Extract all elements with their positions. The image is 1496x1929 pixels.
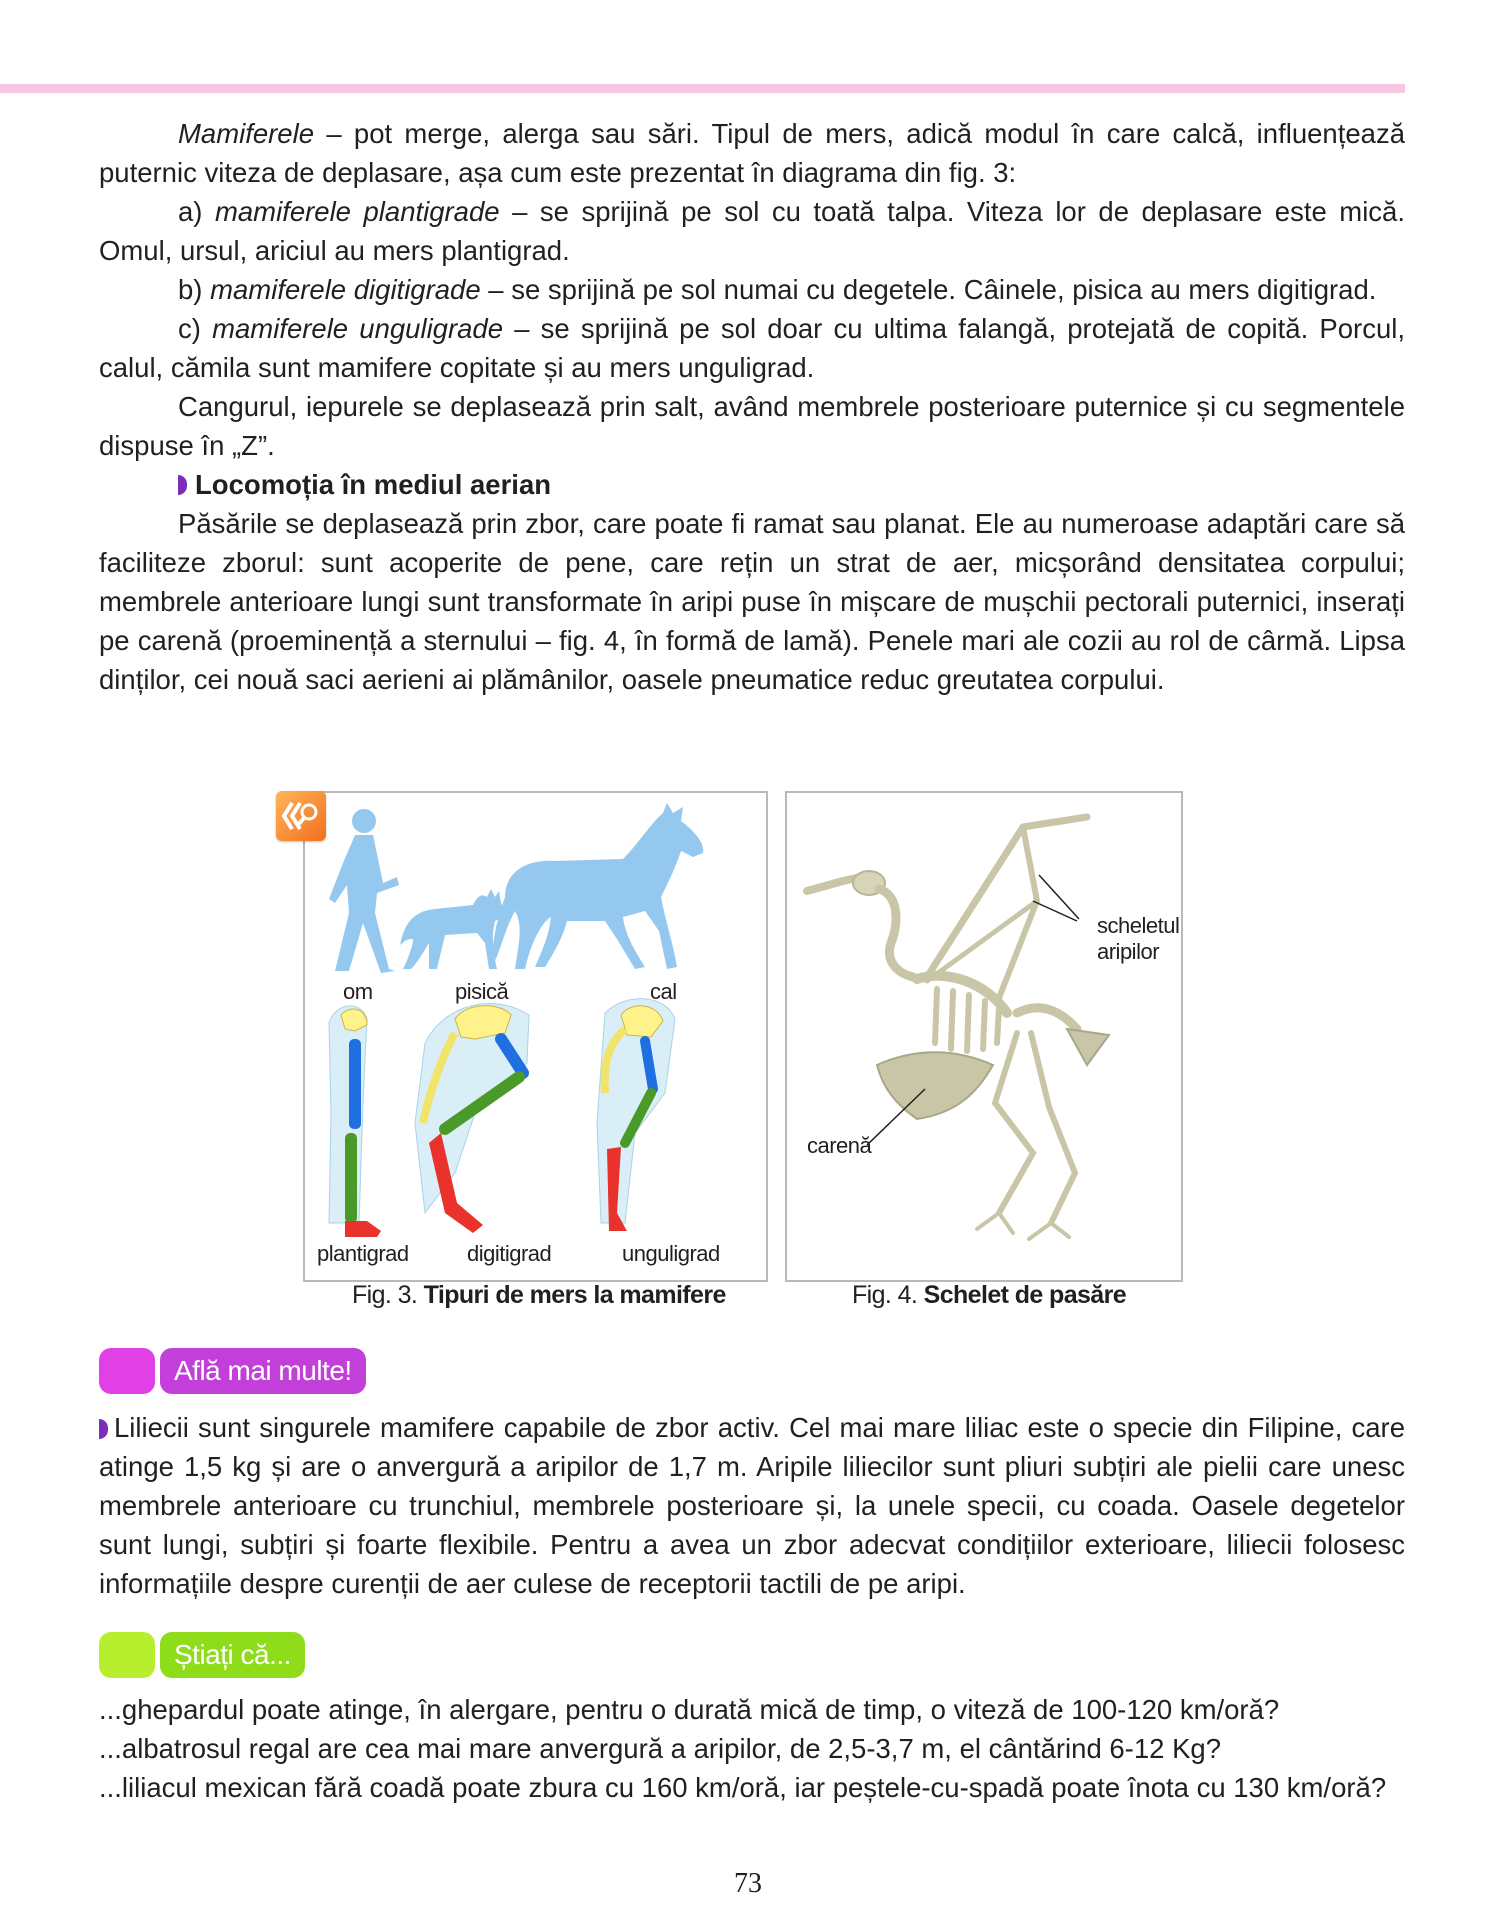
paragraph-zbor: Păsările se deplasează prin zbor, care poate fi ramat sau planat. Ele au numeroase adaptări care să faciliteze zborul: sunt acoperite de pene, care rețin un strat de aer, micșorând densitatea corpului; membrele anterioare lungi sunt transformate în aripi puse în mișcare de mușchii pectorali puternici, inserați pe carenă (proeminență a sternului – fig. 4, în formă de lamă). Penele mari ale cozii au rol de cârmă. Lipsa dinților, cei nouă saci aerieni ai plămânilor, oasele pneumatice reduc greutatea corpului. xyxy=(99,508,1405,695)
figure-4-box xyxy=(785,791,1183,1282)
bullet-icon xyxy=(99,1419,108,1439)
horse-silhouette xyxy=(493,803,704,969)
stiati-pill-marker xyxy=(99,1632,155,1678)
tail-shape xyxy=(1067,1029,1109,1065)
afla-label: Află mai multe! xyxy=(160,1348,366,1394)
label-wing-skeleton: scheletul aripilor xyxy=(1097,913,1180,964)
intro-text xyxy=(99,114,1405,699)
paragraph-plantigrade: a) mamiferele plantigrade – se sprijină pe sol cu toată talpa. Viteza lor de deplasare este mică. Omul, ursul, ariciul au mers plantigrad. xyxy=(99,196,1405,266)
bullet-icon xyxy=(178,475,187,495)
page-number: 73 xyxy=(734,1868,762,1899)
skeleton xyxy=(807,817,1087,1239)
paragraph-mamiferele: Mamiferele – pot merge, alerga sau sări. Tipul de mers, adică modul în care calcă, influențează puternic viteza de deplasare, așa cum este prezentat în diagrama din fig. 3: xyxy=(99,118,1405,188)
figure-3-box xyxy=(303,791,768,1282)
stiati-text xyxy=(99,1690,1405,1807)
plantigrade-leg xyxy=(329,1006,381,1237)
cat-silhouette xyxy=(400,889,503,969)
magnifier-icon xyxy=(276,791,326,841)
digitigrade-leg xyxy=(415,1004,529,1233)
stiati-item: ...ghepardul poate atinge, în alergare, pentru o durată mică de timp, o viteză de 100-120 km/oră? xyxy=(99,1694,1280,1725)
stiati-item: ...liliacul mexican fără coadă poate zbura cu 160 km/oră, iar peștele-cu-spadă poate înota cu 130 km/oră? xyxy=(99,1772,1387,1803)
section-heading: Locomoția în mediul aerian xyxy=(178,465,1405,504)
top-accent-bar xyxy=(0,84,1405,93)
paragraph-unguligrade: c) mamiferele unguligrade – se sprijină pe sol doar cu ultima falangă, protejată de copită. Porcul, calul, cămila sunt mamifere copitate și au mers unguligrad. xyxy=(99,313,1405,383)
afla-pill-marker xyxy=(99,1348,155,1394)
afla-text xyxy=(99,1408,1405,1603)
stiati-item: ...albatrosul regal are cea mai mare anvergură a aripilor, de 2,5-3,7 m, el cântărind 6-12 Kg? xyxy=(99,1733,1221,1764)
label-om: om xyxy=(343,979,373,1004)
human-silhouette xyxy=(329,809,399,973)
figure-4-caption: Fig. 4. Schelet de pasăre xyxy=(852,1281,1127,1309)
label-pisica: pisică xyxy=(455,979,509,1004)
bird-skeleton-illustration xyxy=(787,793,1181,1280)
paragraph-digitigrade: b) mamiferele digitigrade – se sprijină pe sol numai cu degetele. Câinele, pisica au mers digitigrad. xyxy=(178,274,1377,305)
paragraph-salt: Cangurul, iepurele se deplasează prin salt, având membrele posterioare puternice și cu segmentele dispuse în „Z”. xyxy=(99,391,1405,461)
label-cal: cal xyxy=(650,979,677,1004)
afla-paragraph: Liliecii sunt singurele mamifere capabile de zbor activ. Cel mai mare liliac este o specie din Filipine, care atinge 1,5 kg și are o anvergură a aripilor de 1,7 m. Aripile liliecilor sunt pliuri subțiri ale pielii care unesc membrele anterioare cu trunchiul, membrele posterioare și, la unele specii, cu coada. Oasele degetelor sunt lungi, subțiri și foarte flexibile. Pentru a avea un zbor adecvat condițiilor exterioare, liliecii folosesc informațiile despre curenții de aer culese de receptorii tactili de pe aripi. xyxy=(99,1412,1405,1599)
label-unguligrad: unguligrad xyxy=(622,1241,720,1266)
figure-3-caption: Fig. 3. Tipuri de mers la mamifere xyxy=(352,1281,726,1309)
label-digitigrad: digitigrad xyxy=(467,1241,552,1266)
walking-types-illustration xyxy=(305,793,766,1280)
keel-shape xyxy=(877,1052,993,1119)
label-plantigrad: plantigrad xyxy=(317,1241,409,1266)
stiati-label: Știați că... xyxy=(160,1632,305,1678)
wing-pointer xyxy=(1033,875,1079,921)
unguligrade-leg xyxy=(597,999,675,1231)
label-carena: carenă xyxy=(807,1133,872,1158)
